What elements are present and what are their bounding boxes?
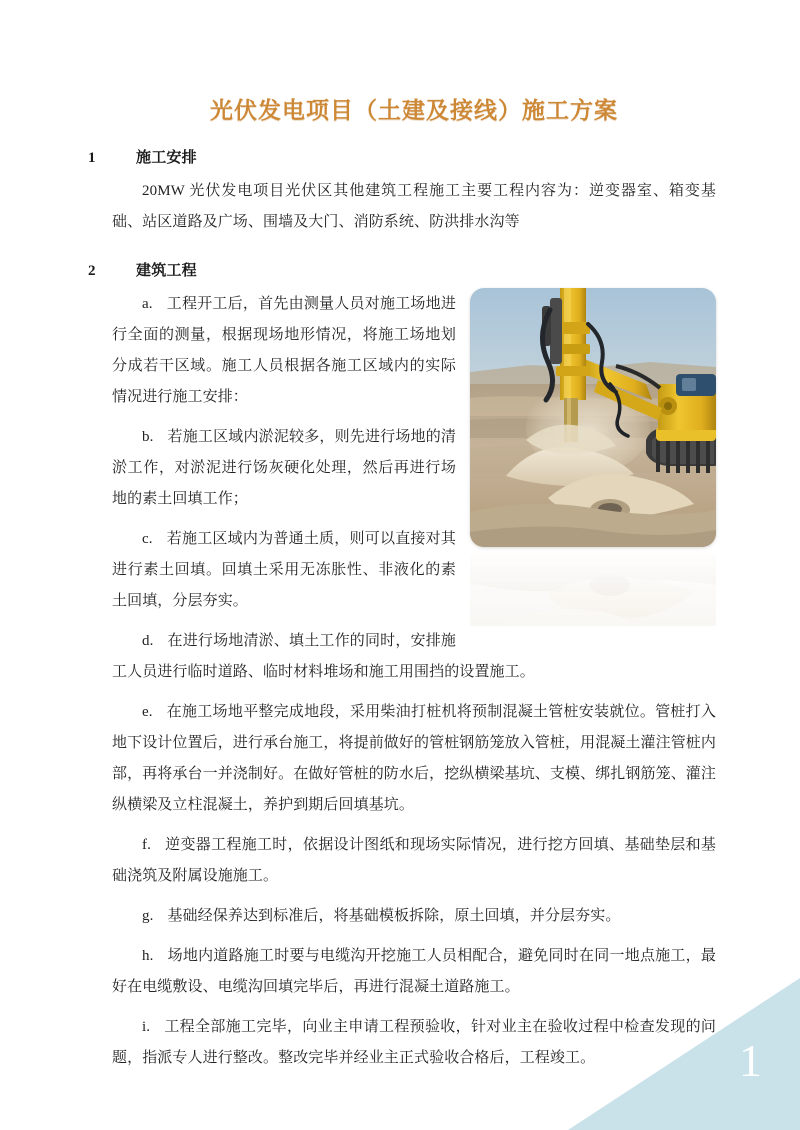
section-heading-2 [88, 238, 716, 280]
paragraph-2-i [112, 1003, 716, 1074]
paragraph-2-h [112, 932, 716, 1003]
paragraph-text-e: 在施工场地平整完成地段，采用柴油打桩机将预制混凝土管桩安装就位。管桩打入地下设计位置后，进行承台施工，将提前做好的管桩钢筋笼放入管桩，用混凝土灌注管桩内部，再将承台一并浇制好。在做好管桩的防水后，挖纵横梁基坑、支模、绑扎钢筋笼、灌注纵横梁及立柱混凝土，养护到期后回填基坑。 [112, 704, 717, 813]
figure-reflection [470, 548, 716, 626]
paragraph-1-0: 20MW 光伏发电项目光伏区其他建筑工程施工主要工程内容为：逆变器室、箱变基础、站区道路及广场、围墙及大门、消防系统、防洪排水沟等 [112, 183, 716, 230]
figure-image [470, 288, 716, 547]
section-number-2: 2 [88, 263, 96, 279]
paragraph-marker-f: f. [142, 837, 151, 853]
paragraph-marker-a: a. [142, 296, 153, 312]
paragraph-2-f [112, 821, 716, 892]
paragraph-2-g [112, 892, 716, 932]
paragraph-text-b: 若施工区域内淤泥较多，则先进行场地的清淤工作，对淤泥进行饧灰硬化处理，然后再进行场地的素土回填工作； [112, 429, 456, 507]
paragraph-marker-d: d. [142, 633, 154, 649]
page-number: 1 [739, 1035, 762, 1086]
paragraph-text-d: 在进行场地清淤、填土工作的同时，安排施工人员进行临时道路、临时材料堆场和施工用围挡的设置施工。 [112, 633, 535, 680]
paragraph-text-c: 若施工区域内为普通土质，则可以直接对其进行素土回填。回填土采用无冻胀性、非液化的素土回填，分层夯实。 [112, 531, 456, 609]
section-number-1: 1 [88, 150, 96, 166]
figure-pile-driver [470, 288, 716, 626]
paragraph-text-h: 场地内道路施工时要与电缆沟开挖施工人员相配合，避免同时在同一地点施工，最好在电缆敷设、电缆沟回填完毕后，再进行混凝土道路施工。 [112, 948, 716, 995]
paragraph-marker-h: h. [142, 948, 154, 964]
paragraph-marker-g: g. [142, 908, 154, 924]
paragraph-2-e [112, 688, 716, 821]
paragraph-text-f: 逆变器工程施工时，依据设计图纸和现场实际情况，进行挖方回填、基础垫层和基础浇筑及附属设施施工。 [112, 837, 716, 884]
paragraph-2-d [112, 617, 716, 688]
section-heading-text-2: 建筑工程 [136, 262, 197, 279]
paragraph-text-i: 工程全部施工完毕，向业主申请工程预验收，针对业主在验收过程中检查发现的问题，指派专人进行整改。整改完毕并经业主正式验收合格后，工程竣工。 [112, 1019, 716, 1066]
page-title: 光伏发电项目（土建及接线）施工方案 [210, 97, 618, 123]
paragraph-text-g: 基础经保养达到标准后，将基础模板拆除，原土回填，并分层夯实。 [167, 908, 621, 924]
paragraph-marker-i: i. [142, 1019, 151, 1035]
section-heading-text-1: 施工安排 [136, 149, 197, 166]
paragraph-marker-c: c. [142, 531, 153, 547]
paragraph-marker-b: b. [142, 429, 154, 445]
paragraph-text-a: 工程开工后，首先由测量人员对施工场地进行全面的测量，根据现场地形情况，将施工场地划分成若干区域。施工人员根据各施工区域内的实际情况进行施工安排： [112, 296, 456, 405]
section-heading-1 [88, 125, 716, 167]
paragraph-marker-e: e. [142, 704, 153, 720]
